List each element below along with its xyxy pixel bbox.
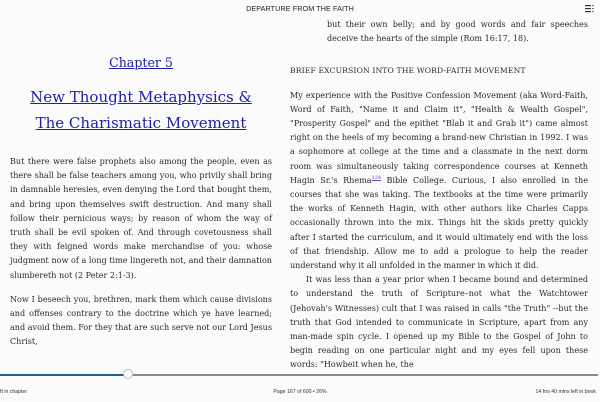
page-info: Page 167 of 600 • 26% (273, 389, 327, 395)
body-paragraph-1 (290, 89, 588, 274)
chapter-label-link[interactable]: Chapter 5 (109, 55, 173, 70)
book-title: DEPARTURE FROM THE FAITH (246, 4, 354, 13)
time-left-in-chapter[interactable]: ft in chapter (0, 389, 28, 395)
progress-knob[interactable] (123, 369, 133, 379)
progress-fill (0, 374, 128, 376)
section-heading: BRIEF EXCURSION INTO THE WORD-FAITH MOVEMENT (290, 66, 526, 76)
right-page (290, 18, 588, 373)
list-menu-icon[interactable] (585, 4, 594, 13)
footer-bar (0, 389, 600, 399)
reading-progress-slider[interactable] (0, 374, 598, 376)
body-paragraph-2: It was less than a year prior when I became bound and determined to understand the truth of Scripture–not what the Watchtower (Jehovah's Witnesses) cult that I was raised in calls "the Truth" --but the truth that God intended to communicate in Scripture, apart from any man-made spin cycle. I opened up my Bible to the Gospel of John to begin reading on one particular night and my eyes fell upon these words: "Howbeit when he, the (290, 275, 588, 370)
chapter-title-line1[interactable]: New Thought Metaphysics & (30, 88, 252, 106)
epigraph-continuation: but their own belly; and by good words and fair speeches deceive the hearts of the simple (Rom 16:17, 18). (327, 20, 588, 44)
time-left-in-book[interactable]: 14 hrs 40 mins left in book (535, 389, 596, 395)
epigraph-paragraph-1: But there were false prophets also among the people, even as there shall be false teachers among you, who privily shall bring in damnable heresies, even denying the Lord that bought them, and bring upon themselves swift destruction. And many shall follow their pernicious ways; by reason of whom the way of truth shall be evil spoken of. And through covetousness shall they with feigned words make merchandise of you: whose judgment now of a long time lingereth not, and their damnation slumbereth not (2 Peter 2:1-3). (10, 157, 272, 280)
body-paragraph-1-text-b: Bible College. Curious, I also enrolled in the courses that she was taking. The textbooks at the time were primarily the works of Kenneth Hagin, with other authors like Charles Capps occasionally thrown into the mix. Things hit the skids pretty quickly after I started the curriculum, and it would ultimately end with the loss of that friendship. Allow me to add a prologue to help the reader understand why it all unfolded in the manner in which it did. (290, 175, 588, 271)
chapter-title-line2[interactable]: The Charismatic Movement (35, 114, 247, 132)
chapter-title-link[interactable] (10, 84, 272, 136)
body-paragraph-1-text-a: My experience with the Positive Confession Movement (aka Word-Faith, Word of Faith, "Name it and Claim it", "Health & Wealth Gospel", "Prosperity Gospel" and the epithet "Blab it and Grab it") came almost right on the heels of my becoming a brand-new Christian in 1992. I was a sophomore at college at the time and a classmate in the next dorm room was simultaneously taking correspondence courses at Kenneth Hagin Sr.'s Rhema (290, 90, 588, 185)
epigraph-paragraph-2: Now I beseech you, brethren, mark them which cause divisions and offenses contrary to the doctrine which ye have learned; and avoid them. For they that are such serve not our Lord Jesus Christ, (10, 294, 272, 347)
left-page (10, 18, 272, 350)
top-bar (0, 0, 600, 18)
footnote-link[interactable]: 124 (371, 174, 382, 181)
